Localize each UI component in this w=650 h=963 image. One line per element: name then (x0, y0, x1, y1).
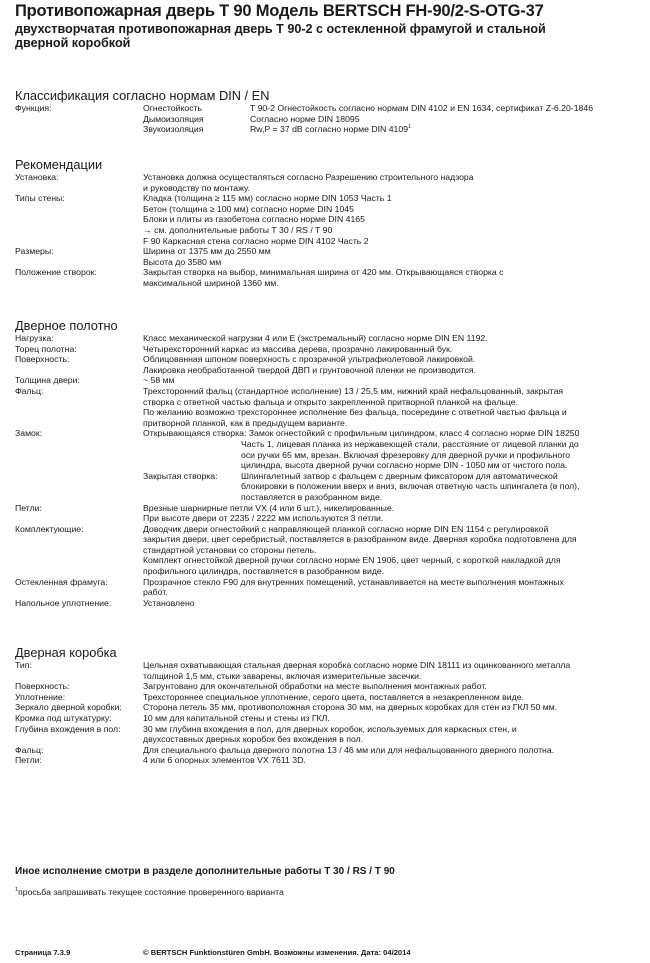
lock-value (241, 471, 640, 503)
spec-line: 30 мм глубина вхождения в пол, для дверных коробок, используемых для каркасных стен, и (143, 723, 517, 734)
classification-item (143, 114, 640, 125)
spec-line: Закрытая створка на выбор, минимальная ширина от 420 мм. Открывающаяся створка с (143, 267, 504, 278)
spec-line: Облицованная шпоном поверхность с прозрачной ультрафиолетовой лакировкой. (143, 354, 476, 365)
lock-line: поставляется в разобранном виде. (241, 491, 383, 502)
spec-value (143, 598, 640, 609)
spec-label: Кромка под штукатурку: (15, 712, 112, 723)
spec-row (15, 755, 640, 766)
spec-line: Загрунтовано для окончательной обработки на месте выполнения монтажных работ. (143, 681, 487, 692)
page-subtitle: двухстворчатая противопожарная дверь T 90-2 с остекленной фрамугой и стальной дверной коробкой (15, 22, 546, 50)
classification-label: Дымоизоляция (143, 113, 204, 124)
spec-row (15, 660, 640, 681)
classification-section (15, 89, 640, 135)
spec-row (15, 246, 640, 267)
section-title-door-leaf: Дверное полотно (15, 318, 118, 333)
page-number: Страница 7.3.9 (15, 948, 71, 957)
additional-works-note: Иное исполнение смотри в разделе дополнительные работы T 30 / RS / T 90 (15, 866, 395, 877)
spec-value (143, 681, 640, 692)
lock-line: цилиндра, высота дверной ручки согласно норме DIN - 1050 мм от чистого пола. (241, 460, 568, 471)
spec-label: Замок: (15, 428, 43, 439)
spec-line: Класс механической нагрузки 4 или E (экстремальный) согласно норме DIN EN 1192. (143, 333, 488, 343)
spec-line: Бетон (толщина ≥ 100 мм) согласно норме DIN 1045 (143, 203, 354, 214)
spec-value (143, 524, 640, 577)
spec-line: Блоки и плиты из газобетона согласно норме DIN 4165 (143, 214, 365, 225)
spec-row (15, 267, 640, 288)
classification-value: T 90-2 Огнестойкость согласно нормам DIN 4102 и EN 1634, сертификат Z-6.20-1846 (250, 103, 594, 113)
spec-label: Толщина двери: (15, 375, 80, 386)
spec-line: максимальной шириной 1360 мм. (143, 277, 279, 288)
spec-value (143, 428, 640, 502)
footnote-ref: 1 (408, 124, 412, 131)
spec-value (143, 172, 640, 193)
spec-line: Лакировка необработанной твердой ДВП и грунтовочной пленки не производится. (143, 364, 477, 375)
spec-value (143, 103, 640, 135)
spec-value (143, 577, 640, 598)
spec-line: 4 или 6 опорных элементов VX 7611 3D. (143, 755, 306, 766)
lock-line: оси ручки 65 мм, врезан. Включая фрезеровку для дверной ручки и профильного (241, 449, 571, 460)
spec-label: Тип: (15, 660, 32, 670)
spec-line: стандартной установки со стороны петель. (143, 544, 317, 555)
spec-value (143, 267, 640, 288)
spec-row (15, 386, 640, 428)
lock-line: Открывающаяся створка: Замок огнестойкий с профильным цилиндром, класс 4 согласно норме DIN 18250 (143, 428, 580, 439)
spec-line: притворной планкой, как в предыдущем варианте. (143, 417, 348, 428)
classification-value: Согласно норме DIN 18095 (250, 113, 360, 124)
spec-row (15, 375, 640, 386)
spec-line: толщиной 1,5 мм, стыки заварены, включая измерительные засечки. (143, 670, 422, 681)
recommendations-rows (15, 172, 640, 289)
recommendations-section (15, 158, 640, 289)
spec-row (15, 524, 640, 577)
classification-label: Звукоизоляция (143, 124, 204, 135)
lock-value (241, 439, 640, 471)
spec-row (15, 577, 640, 598)
spec-line: Ширина от 1375 мм до 2550 мм (143, 246, 271, 257)
spec-row (15, 702, 640, 713)
spec-line: Цельная охватывающая стальная дверная коробка согласно норме DIN 18111 из оцинкованного металла (143, 660, 571, 670)
spec-label: Глубина вхождения в пол: (15, 723, 121, 734)
spec-value (143, 246, 640, 267)
spec-line: Для специального фальца дверного полотна 13 / 46 мм или для нефальцованного дверного полотна. (143, 744, 555, 755)
page-footer (15, 948, 411, 957)
spec-label: Функция: (15, 103, 52, 113)
spec-value (143, 755, 640, 766)
spec-row (15, 193, 640, 246)
spec-value (143, 386, 640, 428)
spec-label: Размеры: (15, 246, 54, 257)
spec-line: Прозрачное стекло F90 для внутренних помещений, устанавливается на месте выполнения монтажных (143, 576, 564, 587)
spec-line: По желанию возможно трехстороннее исполнение без фальца, посередине с ответной частью фальца и (143, 407, 567, 418)
spec-row-function (15, 103, 640, 135)
classification-item (143, 124, 640, 135)
spec-line: и руководству по монтажу. (143, 182, 250, 193)
spec-line: Кладка (толщина ≥ 115 мм) согласно норме DIN 1053 Часть 1 (143, 193, 392, 204)
copyright: © BERTSCH Funktionstüren GmbH. Возможны изменения. Дата: 04/2014 (143, 948, 411, 957)
spec-label: Положение створок: (15, 267, 97, 278)
spec-line: Врезные шарнирные петли VX (4 или 6 шт.), никелированные. (143, 502, 395, 513)
spec-line: Высота до 3580 мм (143, 256, 222, 267)
spec-label: Фальц: (15, 744, 44, 755)
spec-label: Напольное уплотнение: (15, 597, 112, 608)
spec-line: При высоте двери от 2235 / 2222 мм используются 3 петли. (143, 513, 384, 524)
spec-line: закрытия двери, цвет серебристый, поставляется в разобранном виде. Дверная коробка подготовлена для (143, 534, 577, 545)
spec-line: Доводчик двери огнестойкий с направляющей планкой согласно норме DIN EN 1154 с регулировкой (143, 523, 549, 534)
spec-line: Трехстороннее специальное уплотнение, серого цвета, поставляется в незакрепленном виде. (143, 691, 524, 702)
footnote-mark: 1 (15, 887, 19, 893)
spec-line: работ. (143, 587, 168, 598)
spec-label: Остекленная фрамуга: (15, 576, 108, 587)
spec-line: → см. дополнительные работы T 30 / RS / T 90 (143, 224, 333, 235)
section-title-frame: Дверная коробка (15, 645, 117, 660)
spec-line: Установлено (143, 597, 195, 608)
spec-line: створка с ответной частью фальца и открыто закрепленной притворной планкой на фальце. (143, 396, 519, 407)
spec-value (143, 503, 640, 524)
spec-value (143, 354, 640, 375)
spec-line: профильного цилиндра, поставляется в разобранном виде. (143, 566, 385, 577)
spec-row-lock (15, 428, 640, 502)
spec-line: двухсоставных дверных коробок без вхождения в пол. (143, 734, 364, 745)
lock-line: блокировки в положении вверх и вниз, включая ответную часть шпингалета (в пол), (241, 481, 580, 492)
spec-label: Установка: (15, 172, 59, 182)
page-title: Противопожарная дверь T 90 Модель BERTSCH FH-90/2-S-OTG-37 (15, 2, 544, 20)
door-leaf-rows-2 (15, 503, 640, 609)
footnote (15, 887, 284, 897)
spec-label: Комплектующие: (15, 523, 84, 534)
spec-row (15, 333, 640, 344)
spec-row (15, 724, 640, 745)
spec-line: Сторона петель 35 мм, противоположная сторона 30 мм, на дверных коробках для стен из ГКЛ 50 мм. (143, 702, 558, 713)
spec-label: Нагрузка: (15, 333, 54, 343)
spec-value (143, 344, 640, 355)
lock-label-spacer (143, 439, 241, 471)
spec-label: Поверхность: (15, 681, 70, 692)
spec-label: Петли: (15, 755, 42, 766)
lock-item (143, 471, 640, 503)
spec-row (15, 503, 640, 524)
spec-row (15, 745, 640, 756)
spec-row (15, 713, 640, 724)
spec-label: Типы стены: (15, 193, 65, 204)
spec-label: Торец полотна: (15, 343, 77, 354)
section-title-classification: Классификация согласно нормам DIN / EN (15, 88, 270, 103)
spec-row (15, 598, 640, 609)
classification-label: Огнестойкость (143, 103, 203, 113)
spec-value (143, 702, 640, 713)
section-title-recommendations: Рекомендации (15, 157, 103, 172)
spec-row (15, 681, 640, 692)
spec-row (15, 692, 640, 703)
door-leaf-section (15, 319, 640, 608)
spec-value (143, 375, 640, 386)
spec-label: Фальц: (15, 385, 44, 396)
classification-item (143, 103, 640, 114)
classification-value: Rw,P = 37 dB согласно норме DIN 4109$^1$ (250, 124, 412, 135)
spec-value (143, 333, 640, 344)
spec-label: Поверхность: (15, 354, 70, 365)
spec-line: Комплект огнестойкой дверной ручки согласно норме EN 1906, цвет черный, с короткой накладкой для (143, 555, 561, 566)
spec-line: Установка должна осуществляться согласно Разрешению строительного надзора (143, 172, 474, 182)
spec-label: Зеркало дверной коробки: (15, 702, 122, 713)
spec-label: Уплотнение: (15, 691, 66, 702)
spec-row (15, 172, 640, 193)
spec-value (143, 724, 640, 745)
lock-item (143, 439, 640, 471)
lock-line: Часть 1, лицевая планка из нержавеющей стали, расстояние от лицевой планки до (241, 438, 579, 449)
spec-line: 10 мм для капитальной стены и стены из ГКЛ. (143, 712, 330, 723)
lock-line: Шпингалетный затвор с фальцем с дверным фиксатором для автоматической (241, 470, 558, 481)
spec-value (143, 193, 640, 246)
frame-section (15, 646, 640, 766)
spec-line: Трехсторонний фальц (стандартное исполнение) 13 / 25,5 мм, нижний край нефальцованный, закрытая (143, 385, 564, 396)
spec-line: Четырехсторонний каркас из массива дерева, прозрачно лакированный бук. (143, 343, 453, 354)
spec-line: ~ 58 мм (143, 375, 175, 386)
footnote-text: просьба запрашивать текущее состояние проверенного варианта (18, 887, 284, 897)
spec-row (15, 354, 640, 375)
spec-row (15, 344, 640, 355)
spec-label: Петли: (15, 502, 42, 513)
frame-rows (15, 660, 640, 766)
spec-value (143, 692, 640, 703)
spec-value (143, 745, 640, 756)
spec-line: F 90 Каркасная стена согласно норме DIN 4102 Часть 2 (143, 235, 369, 246)
lock-label: Закрытая створка: (143, 470, 218, 481)
spec-value (143, 660, 640, 681)
door-leaf-rows (15, 333, 640, 428)
spec-value (143, 713, 640, 724)
